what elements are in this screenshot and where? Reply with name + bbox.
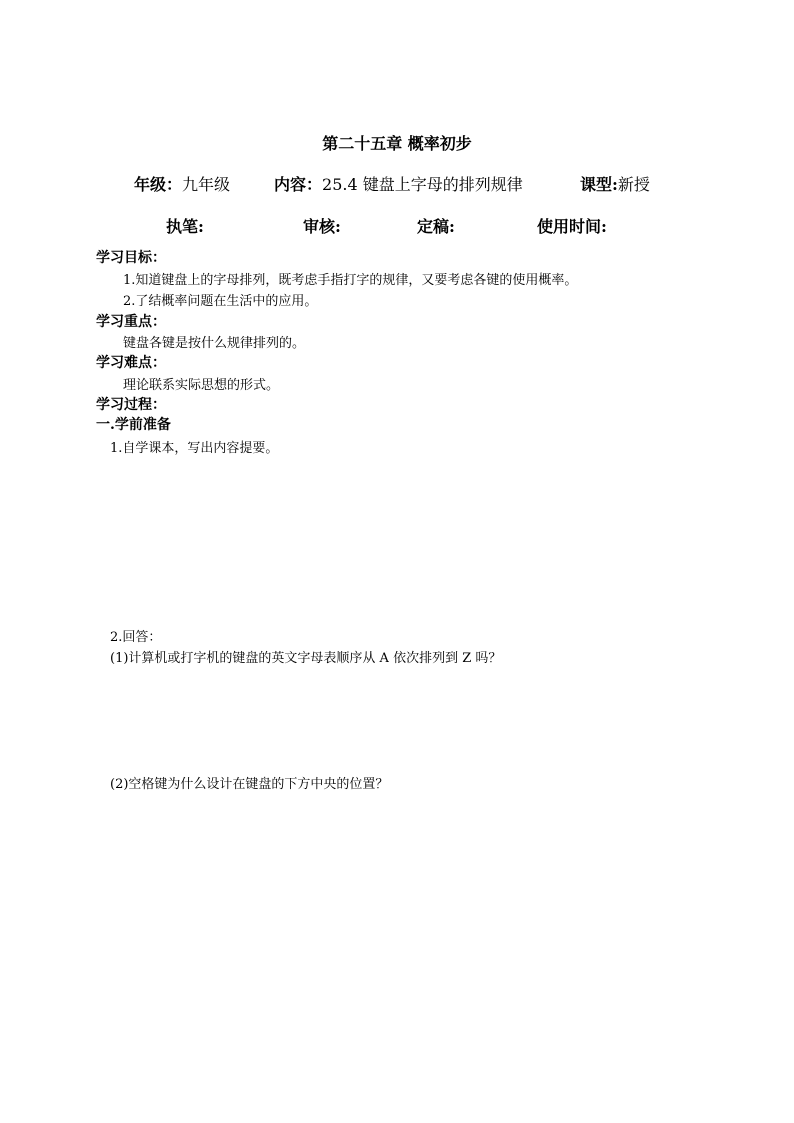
page-title: 第二十五章 概率初步	[322, 134, 472, 153]
answer-heading: 2.回答：	[110, 630, 162, 645]
content-value: 25.4 键盘上字母的排列规律	[322, 175, 523, 194]
type-label: 课型:	[580, 175, 618, 194]
meta-line	[134, 172, 230, 195]
use-time-label: 使用时间:	[537, 217, 607, 236]
question-2: (2)空格键为什么设计在键盘的下方中央的位置？	[110, 777, 389, 792]
type-value: 新授	[617, 175, 650, 194]
finalizer-label: 定稿:	[417, 217, 455, 236]
reviewer-label: 审核:	[303, 217, 341, 236]
key-points-heading: 学习重点：	[96, 314, 166, 330]
content-field	[274, 172, 523, 195]
prep-item-1: 1.自学课本，写出内容提要。	[110, 441, 279, 456]
grade-label: 年级：	[134, 175, 183, 194]
type-field	[580, 172, 650, 195]
question-1: (1)计算机或打字机的键盘的英文字母表顺序从 A 依次排列到 Z 吗？	[110, 651, 502, 666]
goal-item-1: 1.知道键盘上的字母排列，既考虑手指打字的规律，又要考虑各键的使用概率。	[123, 273, 578, 288]
goal-item-2: 2.了结概率问题在生活中的应用。	[123, 294, 318, 309]
process-heading: 学习过程：	[96, 397, 166, 413]
prep-heading: 一.学前准备	[96, 417, 171, 433]
writer-label: 执笔:	[166, 217, 204, 236]
grade-value: 九年级	[182, 175, 231, 194]
goals-heading: 学习目标：	[96, 250, 166, 266]
difficulty-text: 理论联系实际思想的形式。	[123, 378, 280, 393]
difficulty-heading: 学习难点：	[96, 355, 166, 371]
key-points-text: 键盘各键是按什么规律排列的。	[123, 336, 306, 351]
content-label: 内容：	[274, 175, 323, 194]
